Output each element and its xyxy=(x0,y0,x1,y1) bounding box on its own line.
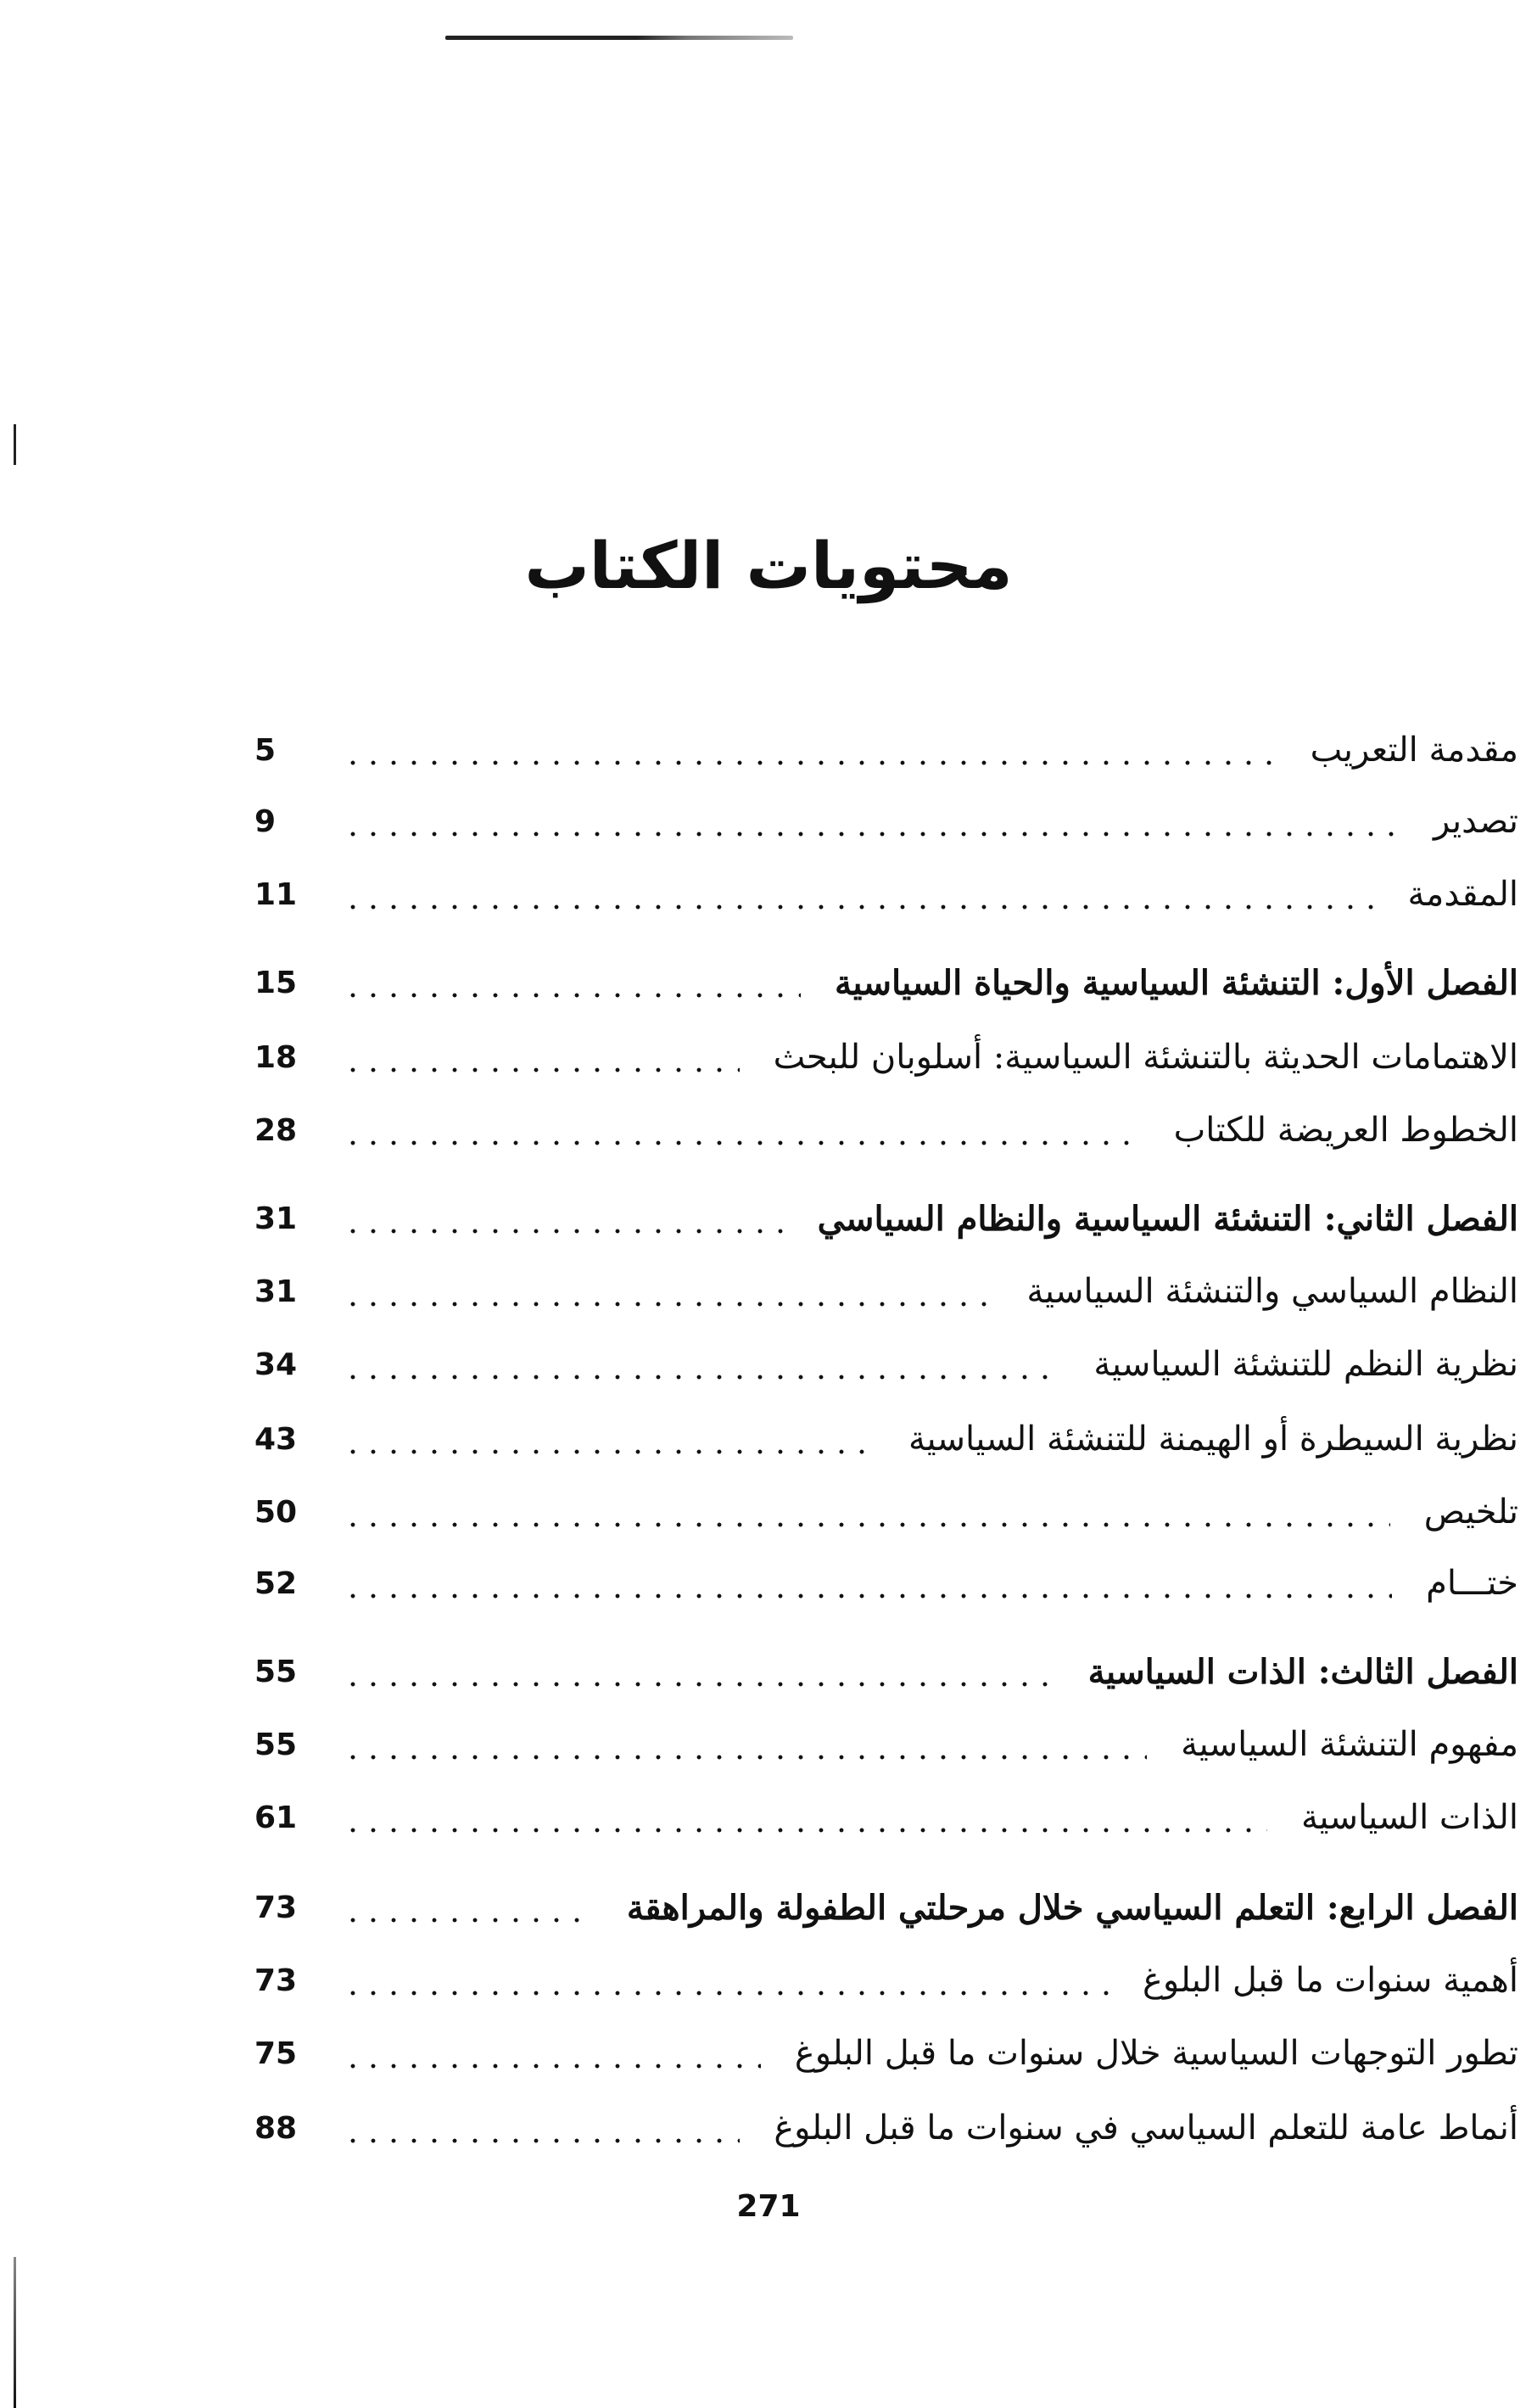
page-title: محتويات الكتاب xyxy=(524,528,1013,603)
toc-entry-row xyxy=(254,1334,1518,1395)
toc-entry-row xyxy=(254,1950,1518,2011)
toc-entry-row xyxy=(254,2023,1518,2084)
toc-entry-label: الخطوط العريضة للكتاب xyxy=(1173,1111,1518,1150)
toc-entry-page-number: 34 xyxy=(254,1347,298,1382)
scan-artifact-margin-mark xyxy=(14,424,16,465)
dot-leader xyxy=(343,1375,1059,1380)
toc-entry-label: الفصل الرابع: التعلم السياسي خلال مرحلتي الطفولة والمراهقة xyxy=(626,1887,1518,1928)
toc-entry-label: الفصل الثالث: الذات السياسية xyxy=(1087,1651,1518,1692)
toc-entry-label: مقدمة التعريب xyxy=(1310,731,1518,770)
dot-leader xyxy=(343,993,801,998)
toc-entry-page-number: 50 xyxy=(254,1494,298,1530)
dot-leader xyxy=(343,760,1277,765)
toc-entry-label: تطور التوجهات السياسية خلال سنوات ما قبل البلوغ xyxy=(794,2034,1518,2073)
toc-entry-label: تلخيص xyxy=(1423,1492,1518,1532)
toc-entry-row xyxy=(254,1481,1518,1543)
toc-entry-page-number: 43 xyxy=(254,1421,298,1457)
toc-entry-row xyxy=(254,720,1518,781)
toc-entry-page-number: 61 xyxy=(254,1800,298,1835)
dot-leader xyxy=(343,1991,1109,1996)
toc-entry-label: نظرية السيطرة أو الهيمنة للتنشئة السياسية xyxy=(908,1420,1518,1459)
toc-entry-row xyxy=(254,1553,1518,1614)
toc-chapter-row xyxy=(254,1877,1518,1938)
toc-entry-page-number: 28 xyxy=(254,1112,298,1148)
toc-entry-label: مفهوم التنشئة السياسية xyxy=(1181,1725,1518,1764)
toc-entry-page-number: 52 xyxy=(254,1565,298,1601)
scan-artifact-margin-mark xyxy=(14,2257,16,2408)
toc-entry-page-number: 5 xyxy=(254,732,277,768)
toc-entry-row xyxy=(254,1261,1518,1322)
dot-leader xyxy=(343,1755,1147,1760)
toc-entry-label: الفصل الثاني: التنشئة السياسية والنظام السياسي xyxy=(817,1198,1518,1239)
toc-entry-label: نظرية النظم للتنشئة السياسية xyxy=(1093,1345,1518,1384)
toc-entry-page-number: 31 xyxy=(254,1274,298,1309)
dot-leader xyxy=(343,1449,875,1454)
toc-entry-page-number: 11 xyxy=(254,876,298,912)
toc-entry-row xyxy=(254,1027,1518,1088)
toc-entry-page-number: 75 xyxy=(254,2036,298,2071)
toc-chapter-row xyxy=(254,952,1518,1013)
toc-entry-label: الاهتمامات الحديثة بالتنشئة السياسية: أسلوبان للبحث xyxy=(773,1038,1518,1077)
toc-entry-page-number: 73 xyxy=(254,1890,298,1925)
dot-leader xyxy=(343,1140,1140,1145)
toc-entry-page-number: 73 xyxy=(254,1963,298,1998)
toc-entry-label: ختـــام xyxy=(1426,1564,1518,1603)
toc-entry-row xyxy=(254,1408,1518,1470)
dot-leader xyxy=(343,1682,1054,1687)
toc-entry-page-number: 18 xyxy=(254,1039,298,1075)
toc-entry-label: الفصل الأول: التنشئة السياسية والحياة السياسية xyxy=(834,962,1518,1003)
dot-leader xyxy=(343,832,1400,837)
toc-entry-row xyxy=(254,1787,1518,1848)
toc-entry-row xyxy=(254,864,1518,925)
toc-entry-label: الذات السياسية xyxy=(1300,1798,1518,1837)
toc-entry-label: تصدير xyxy=(1433,802,1518,841)
dot-leader xyxy=(343,1229,784,1234)
dot-leader xyxy=(343,2064,761,2069)
toc-entry-row xyxy=(254,2097,1518,2159)
toc-entry-row xyxy=(254,1714,1518,1775)
toc-entry-label: أنماط عامة للتعلم السياسي في سنوات ما قبل البلوغ xyxy=(774,2108,1518,2148)
toc-entry-row xyxy=(254,1100,1518,1161)
dot-leader xyxy=(343,2138,740,2143)
dot-leader xyxy=(343,1828,1267,1833)
toc-entry-page-number: 55 xyxy=(254,1654,298,1689)
toc-entry-page-number: 55 xyxy=(254,1727,298,1762)
dot-leader xyxy=(343,1918,593,1923)
toc-entry-page-number: 31 xyxy=(254,1201,298,1236)
toc-chapter-row xyxy=(254,1641,1518,1702)
toc-chapter-row xyxy=(254,1188,1518,1249)
toc-entry-label: النظام السياسي والتنشئة السياسية xyxy=(1026,1272,1518,1311)
toc-entry-label: أهمية سنوات ما قبل البلوغ xyxy=(1143,1961,1518,2000)
dot-leader xyxy=(343,904,1373,910)
dot-leader xyxy=(343,1593,1392,1599)
dot-leader xyxy=(343,1522,1390,1527)
toc-entry-label: المقدمة xyxy=(1407,875,1518,914)
toc-entry-page-number: 9 xyxy=(254,804,277,839)
toc-entry-row xyxy=(254,791,1518,852)
dot-leader xyxy=(343,1302,992,1307)
page-number: 271 xyxy=(736,2189,801,2224)
toc-entry-page-number: 88 xyxy=(254,2110,298,2146)
dot-leader xyxy=(343,1067,740,1072)
toc-entry-page-number: 15 xyxy=(254,965,298,1000)
scan-artifact-rule xyxy=(445,36,793,40)
